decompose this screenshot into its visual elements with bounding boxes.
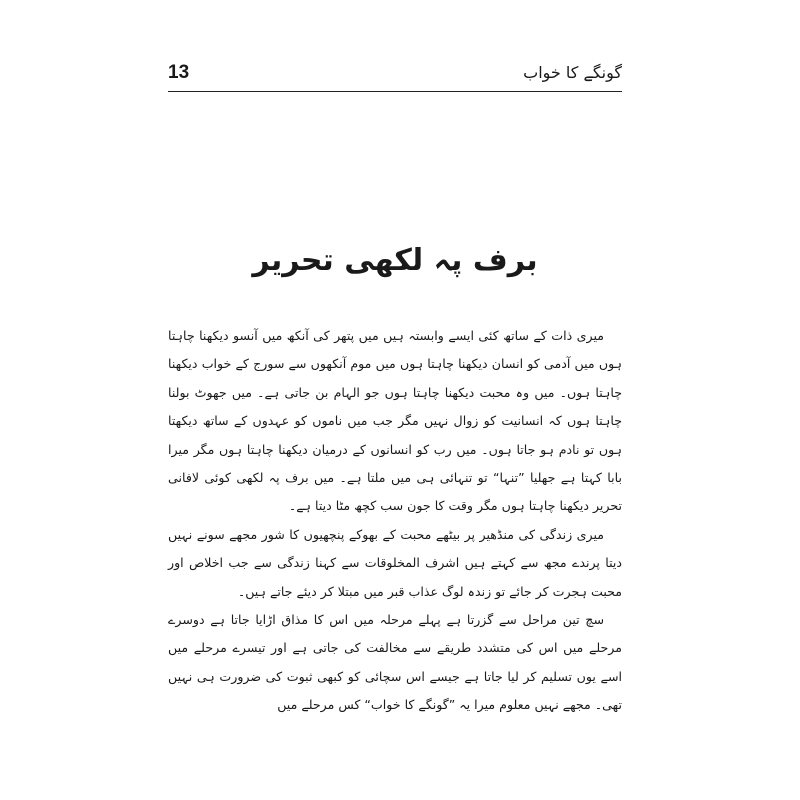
paragraph-2: میری زندگی کی منڈھیر پر بیٹھے محبت کے بھوکے پنچھیوں کا شور مجھے سونے نہیں دیتا پرندے مجھ سے کہتے ہیں اشرف المخلوقات سے کہنا زندگی سے جب اخلاص اور محبت ہجرت کر جائے تو زندہ لوگ عذاب قبر میں مبتلا کر دیئے جاتے ہیں۔ xyxy=(168,526,622,599)
body-text xyxy=(168,322,622,720)
chapter-title: برف پہ لکھی تحریر xyxy=(252,243,538,278)
paragraph-3: سچ تین مراحل سے گزرتا ہے پہلے مرحلہ میں اس کا مذاق اڑایا جاتا ہے دوسرے مرحلے میں اس کی متشدد طریقے سے مخالفت کی جاتی ہے اور تیسرے مرحلے میں اسے یوں تسلیم کر لیا جاتا ہے جیسے اس سچائی کو کبھی ثبوت کی ضرورت ہی نہیں تھی۔ مجھے نہیں معلوم میرا یہ ”گونگے کا خواب“ کس مرحلے میں xyxy=(168,612,622,713)
page-number: 13 xyxy=(168,62,190,83)
page-header xyxy=(168,58,622,88)
header-rule xyxy=(168,91,622,92)
running-title: گونگے کا خواب xyxy=(523,63,622,82)
paragraph-1: میری ذات کے ساتھ کئی ایسے وابستہ ہیں میں پتھر کی آنکھ میں آنسو دیکھنا چاہتا ہوں میں آدمی کو انسان دیکھنا چاہتا ہوں میں موم آنکھوں سے سورج کے خواب دیکھنا چاہتا ہوں۔ میں وہ محبت دیکھنا چاہتا ہوں جو الہام بن جاتی ہے۔ میں جھوٹ بولنا چاہتا ہوں کہ انسانیت کو زوال نہیں مگر جب میں ناموں کو عہدوں کے ساتھ دیکھتا ہوں تو نادم ہو جاتا ہوں۔ میں رب کو انسانوں کے درمیان دیکھنا چاہتا ہوں مگر میرا بابا کہتا ہے جھلیا ”تنہا“ تو تنہائی ہی میں ملتا ہے۔ میں برف پہ لکھی کوئی لافانی تحریر دیکھنا چاہتا ہوں مگر وقت کا جون سب کچھ مٹا دیتا ہے۔ xyxy=(168,328,622,514)
